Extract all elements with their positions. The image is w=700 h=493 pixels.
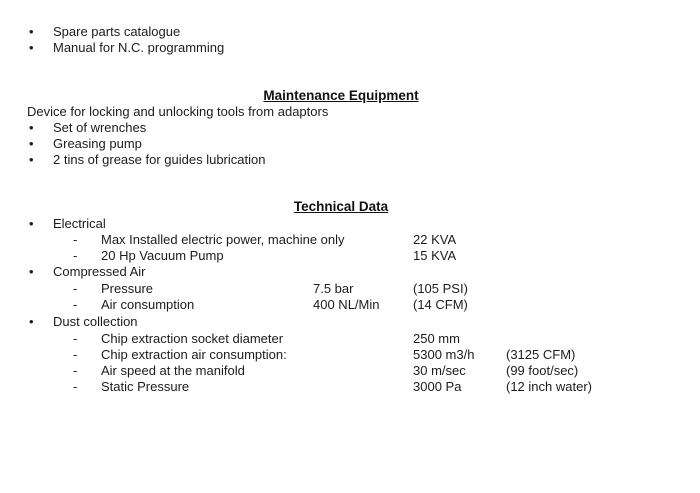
bullet-marker-icon: • xyxy=(29,120,34,135)
bullet-marker-icon: • xyxy=(29,24,34,39)
bullet-marker-icon: • xyxy=(29,152,34,167)
bullet-marker-icon: • xyxy=(29,40,34,55)
dash-marker-icon: - xyxy=(73,331,78,346)
dash-marker-icon: - xyxy=(73,248,78,263)
list-item xyxy=(0,24,700,40)
spec-value: 3000 Pa xyxy=(413,379,462,394)
spec-label: Pressure xyxy=(101,281,154,296)
maintenance-intro-line xyxy=(0,104,700,120)
spec-row xyxy=(0,248,700,264)
list-item xyxy=(0,120,700,136)
list-item-label: Greasing pump xyxy=(53,136,142,151)
spec-label: Static Pressure xyxy=(101,379,190,394)
list-item xyxy=(0,40,700,56)
spec-value: 7.5 bar xyxy=(313,281,354,296)
dash-marker-icon: - xyxy=(73,281,78,296)
spec-row xyxy=(0,232,700,248)
intro-text: Device for locking and unlocking tools from adaptors xyxy=(27,104,329,119)
spec-row xyxy=(0,379,700,395)
spec-alt-value: (105 PSI) xyxy=(413,281,468,296)
bullet-marker-icon: • xyxy=(29,216,34,231)
dash-marker-icon: - xyxy=(73,232,78,247)
spec-group-label: Compressed Air xyxy=(53,264,146,279)
spec-row xyxy=(0,331,700,347)
dash-marker-icon: - xyxy=(73,347,78,362)
spec-alt-value: (3125 CFM) xyxy=(506,347,576,362)
spec-group-label: Electrical xyxy=(53,216,106,231)
spec-alt-value: (12 inch water) xyxy=(506,379,592,394)
spec-value: 5300 m3/h xyxy=(413,347,475,362)
spec-row xyxy=(0,347,700,363)
bullet-marker-icon: • xyxy=(29,136,34,151)
spec-group-electrical xyxy=(0,216,700,232)
spec-row xyxy=(0,281,700,297)
list-item-label: Set of wrenches xyxy=(53,120,147,135)
spec-group-dust-collection xyxy=(0,314,700,330)
dash-marker-icon: - xyxy=(73,297,78,312)
spec-value: 15 KVA xyxy=(413,248,457,263)
heading-text: Technical Data xyxy=(293,199,389,214)
spec-row xyxy=(0,297,700,313)
spec-value: 250 mm xyxy=(413,331,460,346)
heading-text: Maintenance Equipment xyxy=(263,88,419,103)
spec-group-compressed-air xyxy=(0,264,700,280)
bullet-marker-icon: • xyxy=(29,264,34,279)
spec-group-label: Dust collection xyxy=(53,314,138,329)
section-heading-maintenance-equipment xyxy=(0,87,682,104)
list-item-label: Spare parts catalogue xyxy=(53,24,181,39)
spec-label: Air speed at the manifold xyxy=(101,363,245,378)
list-item-label: 2 tins of grease for guides lubrication xyxy=(53,152,266,167)
section-heading-technical-data xyxy=(0,198,682,215)
dash-marker-icon: - xyxy=(73,379,78,394)
spec-value: 22 KVA xyxy=(413,232,457,247)
list-item-label: Manual for N.C. programming xyxy=(53,40,225,55)
spec-label: Chip extraction air consumption: xyxy=(101,347,287,362)
spec-row xyxy=(0,363,700,379)
spec-alt-value: (99 foot/sec) xyxy=(506,363,579,378)
list-item xyxy=(0,152,700,168)
spec-label: Max Installed electric power, machine only xyxy=(101,232,345,247)
bullet-marker-icon: • xyxy=(29,314,34,329)
spec-value: 30 m/sec xyxy=(413,363,466,378)
spec-label: Chip extraction socket diameter xyxy=(101,331,284,346)
dash-marker-icon: - xyxy=(73,363,78,378)
list-item xyxy=(0,136,700,152)
spec-label: 20 Hp Vacuum Pump xyxy=(101,248,224,263)
spec-value: 400 NL/Min xyxy=(313,297,380,312)
spec-label: Air consumption xyxy=(101,297,195,312)
spec-alt-value: (14 CFM) xyxy=(413,297,468,312)
